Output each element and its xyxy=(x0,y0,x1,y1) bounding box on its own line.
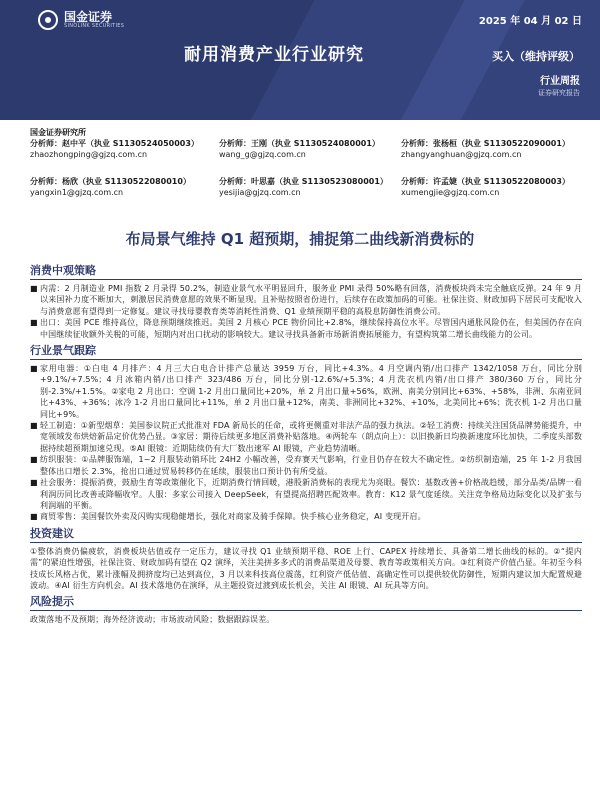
bullet-marker: ■ xyxy=(30,421,38,431)
section-title-risk: 风险提示 xyxy=(30,595,582,611)
logo-text: 国金证券 xyxy=(64,9,113,24)
analyst-list xyxy=(30,138,590,214)
logo-subtext: SINOLINK SECURITIES xyxy=(64,22,125,29)
bullet-text: 出口：美国 PCE 维持高位，降息预期继续推迟。美国 2 月核心 PCE 物价同比+2.8%，继续保持高位水平。尽管国内通胀风险仍在，但美国仍存在向中国继续征收额外关税的可能，短期内对出口扰动的影响较大。建议寻找具备新市场新消费拓展能力，有望构筑第二增长曲线能力的公司。 xyxy=(40,318,582,339)
bullet-item xyxy=(30,317,582,340)
analyst-email[interactable]: yesijia@gjzq.com.cn xyxy=(218,188,301,197)
analyst-email[interactable]: yangxin1@gjzq.com.cn xyxy=(30,188,124,197)
report-date: 2025 年 04 月 02 日 xyxy=(478,16,582,27)
brand-logo xyxy=(38,10,124,30)
analyst-card xyxy=(401,176,590,214)
analyst-card xyxy=(30,176,219,214)
institute-name: 国金证券研究所 xyxy=(30,128,86,137)
report-body xyxy=(30,262,582,626)
bullet-text: 轻工制造：①新型烟草：美国参议院正式批准对 FDA 新局长的任命，或将更侧重对非法产品的强力执法。②轻工消费：持续关注国货品牌势能提升，中宽领域发布烘焙新品定价优势凸显。③家居：期待后续更多地区消费补贴落地。④两轮车（朗点向上）：以旧换新日均换新速度环比加快，二季度头部数据持续超预期加速兑现。⑤AI 眼镜：近期陆续仍有大厂数出速军 AI 眼镜，产业趋势清晰。 xyxy=(40,421,582,453)
bullet-text: 内需：2 月制造业 PMI 指数 2 月录得 50.2%，制造业景气水平明显回升，服务业 PMI 录得 50%略有回落，消费板块尚未完全触底反弹。24 年 9 月以来国补力度不断加大，刺激居民消费意愿的效果不断显现。且补贴按照省份进行，后续存在政策加码的可能。社保注资、财政加码下居民可支配收入与消费意愿有望得到一定修复。建议寻找母婴教育类等消耗性消费、Q1 业绩预期平稳的高股息防御性消费公司。 xyxy=(40,284,582,316)
bullet-item xyxy=(30,454,582,477)
rating-label: 买入（维持评级） xyxy=(492,50,580,63)
section-title-industry: 行业景气跟踪 xyxy=(30,344,582,360)
bullet-marker: ■ xyxy=(30,478,38,488)
analyst-card xyxy=(219,176,401,214)
analyst-email[interactable]: zhaozhongping@gjzq.com.cn xyxy=(30,150,148,159)
bullet-item xyxy=(30,420,582,454)
bullet-marker: ■ xyxy=(30,284,38,293)
section-title-advice: 投资建议 xyxy=(30,527,582,543)
analyst-row xyxy=(30,176,590,214)
analyst-name: 分析师：叶思嘉（执业 S1130523080001） xyxy=(218,177,388,186)
bullet-item xyxy=(30,283,582,317)
analyst-name: 分析师：杨欣（执业 S1130522080010） xyxy=(30,177,191,186)
logo-icon xyxy=(38,10,58,30)
analyst-name: 分析师：许孟婕（执业 S1130522080003） xyxy=(401,177,570,186)
advice-text: ①整体消费仍偏疲软，消费板块估值或存一定压力，建议寻找 Q1 业绩预期平稳、ROE 上行、CAPEX 持续增长、具备第二增长曲线的标的。②“提内需”的紧迫性增强，社保注资、财政加码有望在 Q2 演绎，关注美拼多多式的消费品渠道及母婴、教育等政策相关方向。③红利资产价值凸显。年初至今科技成长风格占优，累计涨幅及拥挤度均已达到高位，3 月以来科技高位震荡，红利资产低估值、高确定性可以提供较优防御性，短期内建议加大配置规避波动。④AI 衍生方向机会。AI 技术落地仍在演绎，从主题投资过渡到成长机会，关注 AI 眼镜、AI 玩具等方向。 xyxy=(30,546,582,590)
bullet-text: 社会服务：提振消费，鼓励生育等政策催化下，近期消费行情回暖，港股新消费标的表现尤为亮眼。餐饮：基数改善+价格战趋缓，部分品类/品牌一看利润历同比改善或降幅收窄。人服：多家公司接入 DeepSeek，有望提高招聘匹配效率。教育：K12 景气度延续。关注竞争格局边际变化以及扩张与利润端的平衡。 xyxy=(40,478,582,510)
report-type: 行业周报 xyxy=(540,76,580,87)
report-title: 耐用消费产业行业研究 xyxy=(184,45,364,65)
analyst-card xyxy=(30,138,219,176)
analyst-name: 分析师：张杨桓（执业 S1130522090001） xyxy=(401,139,570,148)
bullet-item xyxy=(30,477,582,511)
header-banner xyxy=(0,0,600,120)
bullet-marker: ■ xyxy=(30,512,38,522)
analyst-card xyxy=(219,138,401,176)
analyst-email[interactable]: xumengjie@gjzq.com.cn xyxy=(401,188,500,197)
bullet-marker: ■ xyxy=(30,318,38,328)
analyst-email[interactable]: wang_g@gjzq.com.cn xyxy=(218,150,306,159)
bullet-item xyxy=(30,363,582,420)
bullet-text: 纺织服装：①品牌服饰端，1~2 月服装动销环比 24H2 小幅改善，受弃赛天气影响，行业目仍存在较大不确定性。②纺织制造端，25 年 1-2 月我国整体出口增长 2.3%，抢出口通过贸易转移仍在延续，服装出口预计仍有所受益。 xyxy=(40,455,582,476)
analyst-row xyxy=(30,138,590,176)
risk-text: 政策落地不及预期；海外经济波动；市场波动风险；数据跟踪误差。 xyxy=(30,615,275,625)
analyst-email[interactable]: zhangyanghuan@gjzq.com.cn xyxy=(401,150,522,159)
report-category: 证券研究报告 xyxy=(538,89,580,97)
bullet-text: 家用电器：①白电 4 月排产：4 月三大白电合计排产总量达 3959 万台，同比+4.3%。4 月空调内销/出口排产 1342/1058 万台，同比分别+9.1%/+7.5%；4 月冰箱内销/出口排产 323/486 万台，同比分别-12.6%/+5.3%；4 月洗衣机内销/出口排产 380/360 万台，同比分别-2.3%/+1.5%。②家电 2 月出口：空调 1-2 月出口量同比+20%，单 2 月出口量+56%，欧洲、南美分别同比+63%、+58%，非洲、东南亚同比+43%、+36%；冰冷 1-2 月出口量同比+11%，单 2 月出口量+12%，南美、非洲同比+32%、+10%，北美同比+6%；洗衣机 1-2 月出口量同比+9%。 xyxy=(40,364,582,419)
bullet-marker: ■ xyxy=(30,364,38,374)
bullet-marker: ■ xyxy=(30,455,38,465)
analyst-name: 分析师：王刚（执业 S1130524080001） xyxy=(218,139,380,148)
bullet-text: 商贸零售：美国餐饮外卖及闪购实现稳健增长，强化对商家及骑手保障。快手核心业务稳定，AI 变现开启。 xyxy=(40,512,426,522)
section-title-macro: 消费中观策略 xyxy=(30,264,582,280)
analyst-card xyxy=(401,138,590,176)
analyst-name: 分析师：赵中平（执业 S1130524050003） xyxy=(30,139,199,148)
bullet-item xyxy=(30,511,582,522)
report-headline: 布局景气维持 Q1 超预期，捕捉第二曲线新消费标的 xyxy=(125,230,475,248)
